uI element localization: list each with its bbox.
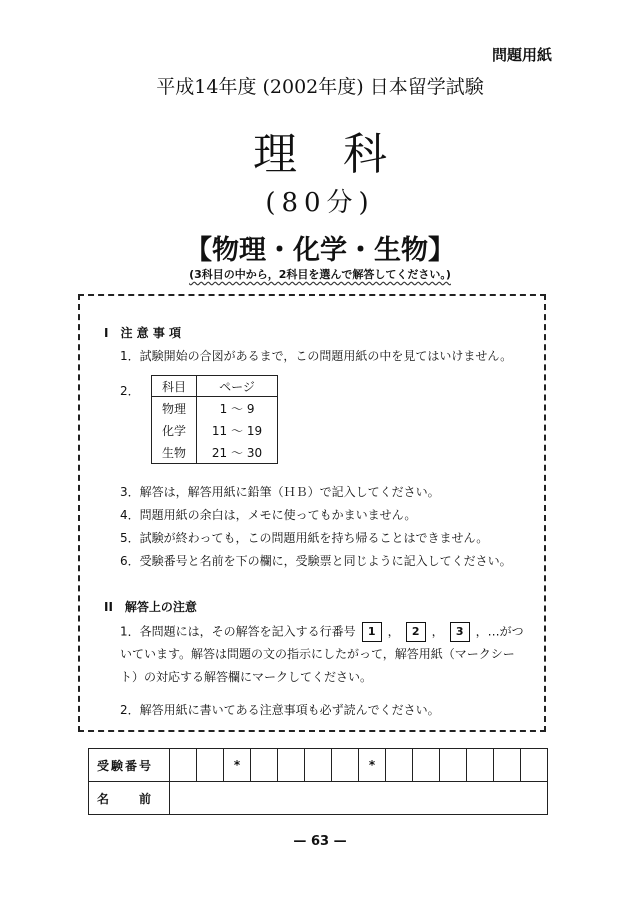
- answer-item-1-line-3: ト）の対応する解答欄にマークしてください。: [120, 670, 373, 684]
- answer-item-1-text: 1．各問題には，その解答を記入する行番号: [120, 624, 356, 639]
- selection-instruction: [0, 266, 640, 282]
- notice-item-4: 4．問題用紙の余白は，メモに使ってもかまいません。: [120, 508, 417, 522]
- exam-number-cell[interactable]: [278, 749, 305, 782]
- examinee-info-table: [88, 748, 548, 815]
- page-table-row: [152, 419, 278, 441]
- page-table-row: [152, 397, 278, 420]
- name-field[interactable]: [170, 782, 548, 815]
- selection-instruction-text: (3科目の中から，2科目を選んで解答してください。): [189, 268, 451, 281]
- row-number-box: 2: [406, 622, 426, 642]
- answer-item-2: 2．解答用紙に書いてある注意事項も必ず読んでください。: [120, 703, 440, 717]
- page-range-table: [151, 375, 278, 464]
- exam-title: 平成14年度 (2002年度) 日本留学試験: [156, 76, 484, 98]
- exam-number-cell[interactable]: [251, 749, 278, 782]
- notice-item-3: 3．解答は，解答用紙に鉛筆（ＨＢ）で記入してください。: [120, 485, 440, 499]
- exam-number-row: [89, 749, 548, 782]
- answer-item-1-line-1: 1．各問題には，その解答を記入する行番号 1 ， 2 ， 3 ，…がつ: [120, 622, 524, 642]
- corner-label: 問題用紙: [491, 46, 552, 64]
- page-table-subject: 化学: [152, 419, 197, 441]
- name-row: [89, 782, 548, 815]
- subject-title: 理科: [253, 129, 433, 180]
- exam-number-cell[interactable]: [440, 749, 467, 782]
- answer-item-1-text-end: ，…がつ: [475, 624, 524, 639]
- exam-number-cell[interactable]: [494, 749, 521, 782]
- page-table-pages: 21 〜 30: [197, 441, 278, 464]
- section2-title: II 解答上の注意: [104, 600, 197, 614]
- name-label: 名 前: [89, 782, 170, 815]
- notice-item-2-number: 2．: [120, 384, 140, 398]
- row-number-box: 3: [450, 622, 470, 642]
- section1-title: I 注 意 事 項: [104, 326, 181, 340]
- notice-item-1: 1．試験開始の合図があるまで，この問題用紙の中を見てはいけません。: [120, 349, 513, 363]
- exam-number-cell[interactable]: [305, 749, 332, 782]
- page-table-header-subject: 科目: [152, 376, 197, 397]
- exam-number-cell[interactable]: [386, 749, 413, 782]
- exam-number-label: 受験番号: [89, 749, 170, 782]
- exam-number-cell[interactable]: [467, 749, 494, 782]
- page-table-header-pages: ページ: [197, 376, 278, 397]
- exam-number-cell[interactable]: [170, 749, 197, 782]
- page-table-header-row: [152, 376, 278, 397]
- exam-number-cell[interactable]: *: [359, 749, 386, 782]
- subject-options: 【物理・化学・生物】: [185, 235, 455, 266]
- page-table-subject: 物理: [152, 397, 197, 420]
- exam-number-cell[interactable]: *: [224, 749, 251, 782]
- exam-number-cell[interactable]: [332, 749, 359, 782]
- row-number-box: 1: [362, 622, 382, 642]
- exam-number-cell[interactable]: [521, 749, 548, 782]
- page-table-pages: 11 〜 19: [197, 419, 278, 441]
- exam-duration: (80分): [265, 188, 375, 218]
- page-table-row: [152, 441, 278, 464]
- page-number: — 63 —: [293, 834, 347, 849]
- page-table-subject: 生物: [152, 441, 197, 464]
- exam-number-cell[interactable]: [413, 749, 440, 782]
- exam-number-cell[interactable]: [197, 749, 224, 782]
- notice-item-6: 6．受験番号と名前を下の欄に，受験票と同じように記入してください。: [120, 554, 512, 568]
- notice-item-5: 5．試験が終わっても，この問題用紙を持ち帰ることはできません。: [120, 531, 489, 545]
- answer-item-1-line-2: いています。解答は問題の文の指示にしたがって，解答用紙（マークシー: [120, 647, 515, 661]
- page-table-pages: 1 〜 9: [197, 397, 278, 420]
